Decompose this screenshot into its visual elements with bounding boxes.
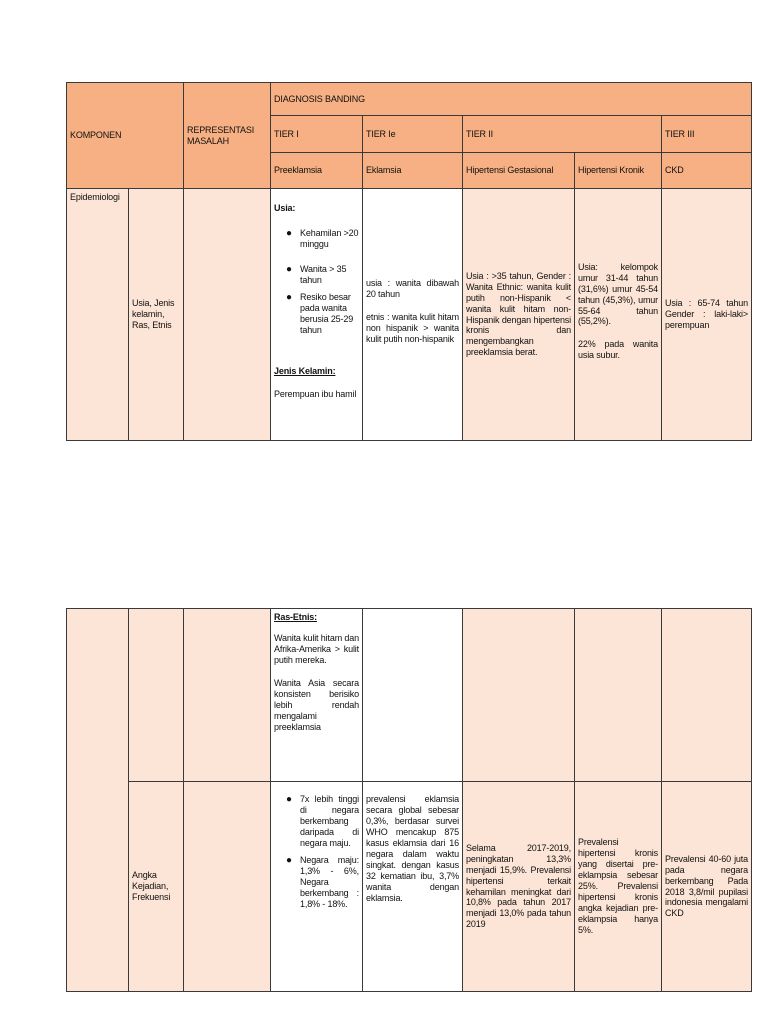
eklamsia-usia: usia : wanita dibawah 20 tahun xyxy=(366,278,459,300)
representasi-empty xyxy=(184,609,271,782)
ras-etnis-cell xyxy=(271,609,363,782)
list-item: ● Negara maju: 1,3% - 6%, Negara berkembang : 1,8% - 18%. xyxy=(286,854,359,909)
kronik-cell xyxy=(575,189,662,441)
tier-label: TIER I xyxy=(271,116,363,153)
preeklamsia-angka-cell xyxy=(271,782,363,992)
differential-diagnosis-table xyxy=(66,82,752,441)
komponen-empty xyxy=(67,609,129,992)
jenis-kelamin-text: Perempuan ibu hamil xyxy=(274,388,357,399)
sub-komponen: Usia, Jenis kelamin, Ras, Etnis xyxy=(129,189,184,441)
header-komponen: KOMPONEN xyxy=(67,83,184,189)
header-diagnosis-banding: DIAGNOSIS BANDING xyxy=(271,83,752,116)
preeklamsia-cell xyxy=(271,189,363,441)
bullet-icon: ● xyxy=(286,291,292,303)
jenis-kelamin-title: Jenis Kelamin: xyxy=(274,365,336,376)
representasi-cell xyxy=(184,189,271,441)
sub-komponen-angka: Angka Kejadian, Frekuensi xyxy=(129,782,184,992)
gestasional-angka-cell: Selama 2017-2019, peningkatan 13,3% menjadi 15,9%. Prevalensi hipertensi terkait kehamilan meningkat dari 10,8% pada tahun 2017 menjadi 13,0% pada tahun 2019 xyxy=(463,782,575,992)
list-item: ● 7x lebih tinggi di negara berkembang daripada di negara maju. xyxy=(286,794,359,848)
empty-cell xyxy=(662,609,752,782)
list-item: ● Wanita > 35 tahun xyxy=(286,263,347,285)
angka-list xyxy=(274,794,359,910)
eklamsia-angka-cell: prevalensi eklamsia secara global sebesar 0,3%, berdasar survei WHO mencakup 875 kasus eklamsia dari 16 negara dalam waktu singkat. dengan kasus 32 kematian ibu, 3,7% wanita dengan eklamsia. xyxy=(363,782,463,992)
bullet-icon: ● xyxy=(286,794,292,805)
usia-list xyxy=(274,228,359,336)
bullet-icon: ● xyxy=(286,263,292,275)
disease-label: Hipertensi Kronik xyxy=(575,153,662,189)
ras-etnis-title: Ras-Etnis: xyxy=(274,612,318,622)
disease-label: Eklamsia xyxy=(363,153,463,189)
eklamsia-cell xyxy=(363,189,463,441)
tier-label: TIER II xyxy=(463,116,662,153)
disease-label: CKD xyxy=(662,153,752,189)
gestasional-cell: Usia : >35 tahun, Gender : Wanita Ethnic: wanita kulit putih non-Hispanik < wanita kulit hitam non-Hispanik dengan hipertensi kronis dan mengembangkan preeklamsia berat. xyxy=(463,189,575,441)
bullet-icon: ● xyxy=(286,227,292,239)
disease-label: Preeklamsia xyxy=(271,153,363,189)
ras-etnis-text: Wanita Asia secara konsisten berisiko lebih rendah mengalami preeklamsia xyxy=(274,677,359,732)
ras-etnis-text: Wanita kulit hitam dan Afrika-Amerika > kulit putih mereka. xyxy=(274,632,359,665)
ckd-cell: Usia : 65-74 tahun Gender : laki-laki> perempuan xyxy=(662,189,752,441)
sub-empty xyxy=(129,609,184,782)
bullet-icon: ● xyxy=(286,854,292,866)
kronik-usia: Usia: kelompok umur 31-44 tahun (31,6%) umur 45-54 tahun (45,3%), umur 55-64 tahun (55,2%). xyxy=(578,261,658,327)
ckd-angka-cell: Prevalensi 40-60 juta pada negara berkembang Pada 2018 3,8/mil pupilasi indonesia mengalami CKD xyxy=(662,782,752,992)
tier-label: TIER Ie xyxy=(363,116,463,153)
kronik-angka-cell: Prevalensi hipertensi kronis yang disertai pre-eklampsia sebesar 25%. Prevalensi hipertensi kronis angka kejadian pre-eklampsia hanya 5%. xyxy=(575,782,662,992)
empty-cell xyxy=(463,609,575,782)
empty-cell xyxy=(575,609,662,782)
empty-cell xyxy=(363,609,463,782)
komponen-epidemiologi: Epidemiologi xyxy=(67,189,129,441)
representasi-empty xyxy=(184,782,271,992)
eklamsia-etnis: etnis : wanita kulit hitam non hispanik > wanita kulit putih non-hispanik xyxy=(366,312,459,344)
list-item: ● Kehamilan >20 minggu xyxy=(286,227,359,249)
kronik-wus: 22% pada wanita usia subur. xyxy=(578,339,658,361)
list-item: ● Resiko besar pada wanita berusia 25-29 tahun xyxy=(286,291,354,335)
disease-label: Hipertensi Gestasional xyxy=(463,153,575,189)
tier-label: TIER III xyxy=(662,116,752,153)
header-representasi: REPRESENTASI MASALAH xyxy=(184,83,271,189)
usia-title: Usia: xyxy=(274,203,296,213)
continuation-table xyxy=(66,608,752,992)
